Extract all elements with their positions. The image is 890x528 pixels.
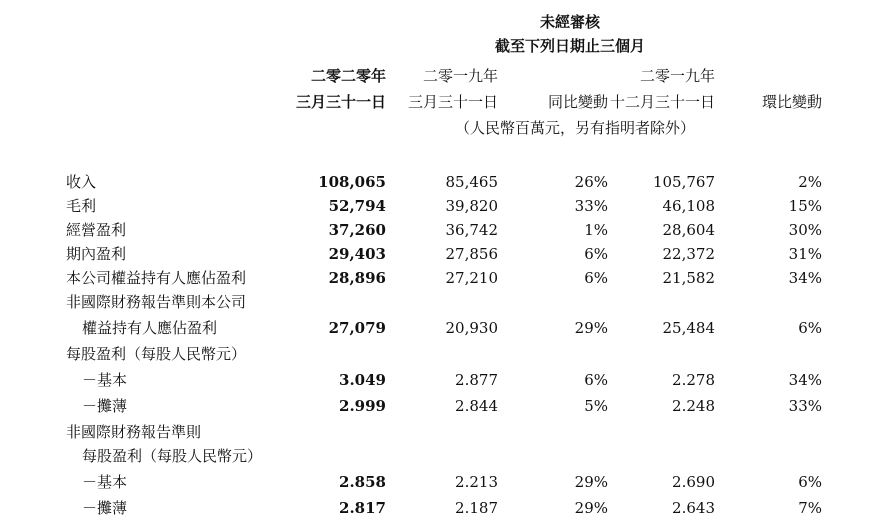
row-label: 每股盈利（每股人民幣元） <box>66 345 247 363</box>
cell-2019-q1: 2.213 <box>455 473 498 491</box>
table-row <box>0 290 890 314</box>
row-label: －攤薄 <box>82 397 128 415</box>
row-label: 非國際財務報告準則本公司 <box>66 293 247 311</box>
row-label: 經營盈利 <box>66 221 127 239</box>
cell-2019-q4: 2.643 <box>672 499 715 517</box>
cell-2019-q4: 22,372 <box>662 245 715 263</box>
cell-2020-q1: 27,079 <box>328 319 386 337</box>
col-2019-q4-year: 二零一九年 <box>639 67 715 85</box>
row-label: 本公司權益持有人應佔盈利 <box>66 269 247 287</box>
cell-2020-q1: 3.049 <box>339 371 386 389</box>
cell-qoq: 33% <box>788 397 822 415</box>
cell-2020-q1: 108,065 <box>318 173 386 191</box>
table-row <box>0 420 890 444</box>
cell-qoq: 15% <box>788 197 822 215</box>
cell-2020-q1: 2.999 <box>339 397 386 415</box>
row-label: 權益持有人應佔盈利 <box>82 319 218 337</box>
table-row <box>0 394 890 418</box>
col-2019-q1-date: 三月三十一日 <box>407 93 498 111</box>
cell-yoy: 6% <box>584 371 608 389</box>
cell-2019-q4: 21,582 <box>662 269 715 287</box>
cell-2020-q1: 37,260 <box>328 221 386 239</box>
cell-2019-q4: 2.278 <box>672 371 715 389</box>
cell-yoy: 33% <box>574 197 608 215</box>
col-2020-q1-date: 三月三十一日 <box>295 93 386 111</box>
cell-2019-q1: 27,210 <box>445 269 498 287</box>
cell-2019-q1: 39,820 <box>445 197 498 215</box>
col-yoy-change: 同比變動 <box>547 93 608 111</box>
cell-yoy: 1% <box>584 221 608 239</box>
header-unaudited: 未經審核 <box>539 13 600 31</box>
cell-yoy: 26% <box>574 173 608 191</box>
table-row <box>0 242 890 266</box>
cell-qoq: 31% <box>788 245 822 263</box>
cell-2019-q1: 20,930 <box>445 319 498 337</box>
cell-yoy: 29% <box>574 473 608 491</box>
col-2020-q1-year: 二零二零年 <box>310 67 386 85</box>
row-label: 收入 <box>66 173 97 191</box>
table-row <box>0 194 890 218</box>
table-row <box>0 266 890 290</box>
row-label: －基本 <box>82 371 128 389</box>
table-row <box>0 444 890 468</box>
cell-yoy: 6% <box>584 245 608 263</box>
cell-2019-q4: 2.690 <box>672 473 715 491</box>
cell-2019-q4: 46,108 <box>662 197 715 215</box>
row-label: 毛利 <box>66 197 97 215</box>
cell-qoq: 2% <box>798 173 822 191</box>
table-row <box>0 218 890 242</box>
cell-yoy: 6% <box>584 269 608 287</box>
row-label: －基本 <box>82 473 128 491</box>
col-qoq-change: 環比變動 <box>761 93 822 111</box>
cell-2019-q4: 28,604 <box>662 221 715 239</box>
table-row <box>0 470 890 494</box>
table-row <box>0 170 890 194</box>
cell-2019-q4: 2.248 <box>672 397 715 415</box>
cell-qoq: 34% <box>788 371 822 389</box>
cell-2019-q1: 85,465 <box>445 173 498 191</box>
cell-yoy: 29% <box>574 319 608 337</box>
cell-yoy: 5% <box>584 397 608 415</box>
cell-2020-q1: 52,794 <box>328 197 386 215</box>
cell-2019-q1: 36,742 <box>445 221 498 239</box>
cell-2020-q1: 2.817 <box>339 499 386 517</box>
table-row <box>0 496 890 520</box>
row-label: 非國際財務報告準則 <box>66 423 202 441</box>
cell-qoq: 6% <box>798 473 822 491</box>
cell-qoq: 6% <box>798 319 822 337</box>
cell-2019-q1: 2.187 <box>455 499 498 517</box>
header-period: 截至下列日期止三個月 <box>494 37 645 55</box>
cell-2019-q1: 2.844 <box>455 397 498 415</box>
cell-2020-q1: 29,403 <box>328 245 386 263</box>
table-row <box>0 316 890 340</box>
cell-2019-q1: 2.877 <box>455 371 498 389</box>
cell-2019-q4: 25,484 <box>662 319 715 337</box>
col-2019-q1-year: 二零一九年 <box>422 67 498 85</box>
cell-2020-q1: 2.858 <box>339 473 386 491</box>
cell-qoq: 7% <box>798 499 822 517</box>
row-label: －攤薄 <box>82 499 128 517</box>
cell-2020-q1: 28,896 <box>328 269 386 287</box>
row-label: 期內盈利 <box>66 245 127 263</box>
table-row <box>0 368 890 392</box>
table-row <box>0 342 890 366</box>
cell-2019-q1: 27,856 <box>445 245 498 263</box>
cell-yoy: 29% <box>574 499 608 517</box>
col-2019-q4-date: 十二月三十一日 <box>609 93 715 111</box>
cell-qoq: 34% <box>788 269 822 287</box>
row-label: 每股盈利（每股人民幣元） <box>82 447 263 465</box>
cell-qoq: 30% <box>788 221 822 239</box>
cell-2019-q4: 105,767 <box>652 173 715 191</box>
unit-note: （人民幣百萬元，另有指明者除外） <box>454 119 695 137</box>
